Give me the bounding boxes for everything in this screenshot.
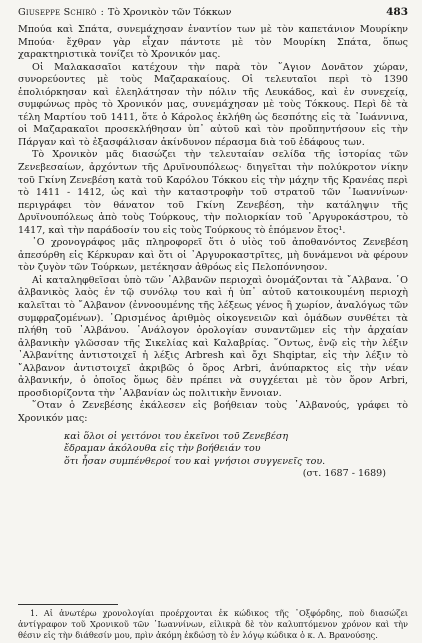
verse-line: ὅτι ἦσαν συμπένθεροί του καὶ γνήσιοι συγγενεῖς του.	[64, 455, 326, 467]
verse-line: ἔδραμαν ἀκόλουθα εἰς τὴν βοήθειάν του	[64, 443, 261, 455]
footnote	[18, 608, 408, 641]
paragraph: ῞Οταν ὁ Ζενεβέσης ἐκάλεσεν εἰς βοήθειαν τοὺς ᾿Αλβανούς, γράφει τὸ Χρονικόν μας:	[18, 400, 408, 424]
paragraph: Μπούα καὶ Σπάτα, συνεμάχησαν ἐναντίον των μὲ τὸν καπετάνιον Μουρίκην Μπούα· ἔχθραν γὰρ εἶχαν πάντοτε μὲ τὸν Μουρίκη Σπάτα, ὅπως χαρακτηριστικὰ τονίζει τὸ Χρονικόν μας.	[18, 24, 408, 61]
paragraph: ῾Ο χρονογράφος μᾶς πληροφορεῖ ὅτι ὁ υἱὸς τοῦ ἀποθανόντος Ζενεβέση ἀπεσύρθη εἰς Κέρκυραν καὶ ὅτι οἱ ᾿Αργυροκαστρῖτες, μὴ δυνάμενοι νὰ φέρουν τὸν ζυγὸν τῶν Τούρκων, μετέκησαν ἀθρόως εἰς Πελοπόννησον.	[18, 237, 408, 274]
paragraph: Τὸ Χρονικὸν μᾶς διασώζει τὴν τελευταίαν σελίδα τῆς ἱστορίας τῶν Ζενεβεσαίων, ἀρχόντων τῆς Δρυϊνουπόλεως· διηγεῖται τὴν πολύκροτον νίκην τοῦ Γκίνη Ζενεβέση κατὰ τοῦ Καρόλου Τόκκου εἰς τὴν μάχην τῆς Κρανέας περὶ τὸ 1411 - 1412, ὡς καὶ τὴν καταστροφὴν τοῦ στρατοῦ τῶν ᾿Ιωαννίνων· περιγράφει τὸν θάνατον τοῦ Γκίνη Ζενεβέση, τὴν κατάληψιν τῆς Δρυϊνουπόλεως ἀπὸ τοὺς Τούρκους, τὴν πολιορκίαν τοῦ ᾿Αργυροκάστρου, τὸ 1417, καὶ τὴν παράδοσίν του εἰς τοὺς Τούρκους τὸ ἑπόμενον ἔτος¹.	[18, 149, 408, 236]
verse-citation: (στ. 1687 - 1689)	[302, 468, 386, 480]
footnote-rule	[18, 604, 118, 605]
verse-line: καὶ ὅλοι οἱ γειτόνοι του ἐκεῖνοι τοῦ Ζενεβέση	[64, 430, 289, 442]
page-number: 483	[386, 6, 408, 18]
paragraph: Αἱ καταληφθεῖσαι ὑπὸ τῶν ᾿Αλβανῶν περιοχαὶ ὀνομάζονται τὰ ῎Αλβανα. ῾Ο ἀλβανικὸς λαὸς ἐν τῷ συνόλῳ του καὶ ἡ ὑπ᾽ αὐτοῦ κατοικουμένη περιοχὴ καλεῖται τὸ ῎Αλβανον (ἐννοουμένης τῆς λέξεως γένος ἢ χωρίον, ἀναλόγως τῶν συμφραζομένων). ᾿Ωρισμένος ἀριθμὸς οἰκογενειῶν καὶ ὁμάδων συνθέτει τὰ πλήθη τοῦ ᾿Αλβάνου. ᾿Ανάλογον ὀρολογίαν συναντῶμεν εἰς τὴν ἀρχαίαν ἀλβανικὴν γλῶσσαν τῆς Σικελίας καὶ Καλαβρίας. ῞Οντως, ἐνῷ εἰς τὴν λέξιν ᾿Αλβανίτης ἀντιστοιχεῖ ἡ λέξις Arbresh καὶ ὄχι Shqiptar, εἰς τὴν λέξιν τὸ ῎Αλβανον ἀντιστοιχεῖ ἀκριβῶς ὁ ὅρος Arbri, ἀνύπαρκτος εἰς τὴν νέαν ἀλβανικήν, ὁ ὁποῖος ὅμως δὲν πρέπει νὰ συγχέεται μὲ τὸν ὅρον Arbri, προσδιορίζοντα τὴν ᾿Αλβανίαν ὡς πολιτικὴν ἔννοιαν.	[18, 274, 408, 399]
running-header	[18, 6, 408, 21]
running-header-author: Giuseppe Schirò	[18, 7, 97, 18]
paragraph: Οἱ Μαλακασαῖοι κατέχουν τὴν παρὰ τὸν ῞Αγιον Δονᾶτον χώραν, συνορεύοντες μὲ τοὺς Μαζαρακαίους. Οἱ τελευταῖοι περὶ τὸ 1390 ἐπολιόρκησαν καὶ ἐλεηλάτησαν τὴν πόλιν τῆς Λευκάδος, καὶ ἐν συνεχείᾳ, συμφώνως πρὸς τὸ Χρονικόν μας, συνεμάχησαν μὲ τοὺς Τόκκους. Περὶ δὲ τὰ τέλη Μαρτίου τοῦ 1411, ὅτε ὁ Κάρολος ἐκλήθη ὡς δεσπότης εἰς τὰ ᾿Ιωάννινα, οἱ Μαζαρακαῖοι προσεκλήθησαν ὑπ᾽ αὐτοῦ καὶ τὸν προὔπηντήσουν εἰς τὴν Πάργαν καὶ τὸ ἐξασφάλισαν ἀκίνδυνον πέρασμα διὰ τοῦ ἐδάφους των.	[18, 61, 408, 148]
running-header-separator: :	[100, 7, 104, 18]
running-header-title: Τὸ Χρονικὸν τῶν Τόκκων	[107, 7, 232, 18]
page-body	[18, 24, 408, 481]
verse-quotation	[64, 431, 408, 481]
footnote-text: 1. Αἱ ἀνωτέρω χρονολογίαι προέρχονται ἐκ κώδικος τῆς ᾿Οξφόρδης, ποὺ διασώζει ἀντίγραφον τοῦ Χρονικοῦ τῶν ᾿Ιωαννίνων, εἰλικρὰ δὲ τὸν καλυπτόμενον χρόνον καὶ τὴν θέσιν εἰς τὴν διάθεσίν μου, πρὶν ἀκόμη ἐκδώσῃ τὸ ἐν λόγῳ κώδικα ὁ κ. Λ. Βρανούσης.	[18, 608, 408, 640]
